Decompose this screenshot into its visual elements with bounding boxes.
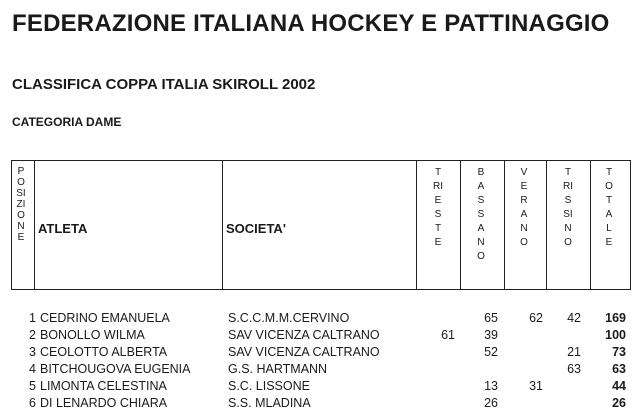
row-trissino: 63 xyxy=(567,362,581,376)
header-border xyxy=(11,160,631,290)
header-atleta: ATLETA xyxy=(38,221,88,236)
row-total: 73 xyxy=(612,345,626,359)
row-society: S.C. LISSONE xyxy=(228,379,310,393)
header-totale: TOTALE xyxy=(605,167,613,248)
header-bassano: BASSANO xyxy=(477,167,485,262)
row-society: G.S. HARTMANN xyxy=(228,362,328,376)
table-row xyxy=(0,395,640,412)
federation-heading: FEDERAZIONE ITALIANA HOCKEY E PATTINAGGIO xyxy=(12,10,610,37)
table-row xyxy=(0,361,640,378)
row-verano: 31 xyxy=(529,379,543,393)
row-total: 26 xyxy=(612,396,626,410)
row-bassano: 13 xyxy=(484,379,498,393)
row-bassano: 39 xyxy=(484,328,498,342)
table-row xyxy=(0,310,640,327)
row-verano: 62 xyxy=(529,311,543,325)
row-bassano: 65 xyxy=(484,311,498,325)
row-position: 6 xyxy=(29,396,36,410)
row-position: 3 xyxy=(29,345,36,359)
row-position: 1 xyxy=(29,311,36,325)
row-bassano: 26 xyxy=(484,396,498,410)
page-title: CLASSIFICA COPPA ITALIA SKIROLL 2002 xyxy=(12,76,316,93)
row-position: 5 xyxy=(29,379,36,393)
category-label: CATEGORIA DAME xyxy=(12,115,122,129)
row-athlete: CEOLOTTO ALBERTA xyxy=(40,345,168,359)
row-total: 63 xyxy=(612,362,626,376)
row-trissino: 42 xyxy=(567,311,581,325)
row-society: S.C.C.M.M.CERVINO xyxy=(228,311,350,325)
row-society: SAV VICENZA CALTRANO xyxy=(228,345,380,359)
row-athlete: BITCHOUGOVA EUGENIA xyxy=(40,362,191,376)
table-row xyxy=(0,344,640,361)
row-trissino: 21 xyxy=(567,345,581,359)
row-total: 169 xyxy=(605,311,626,325)
row-position: 4 xyxy=(29,362,36,376)
column-divider xyxy=(460,160,461,290)
column-divider xyxy=(504,160,505,290)
header-trieste: TRIESTE xyxy=(433,167,443,248)
row-position: 2 xyxy=(29,328,36,342)
row-athlete: DI LENARDO CHIARA xyxy=(40,396,168,410)
header-societa: SOCIETA' xyxy=(226,221,286,236)
row-bassano: 52 xyxy=(484,345,498,359)
table-row xyxy=(0,378,640,395)
row-society: SAV VICENZA CALTRANO xyxy=(228,328,380,342)
header-trissino: TRISSINO xyxy=(563,167,573,248)
header-verano: VERANO xyxy=(520,167,528,248)
header-posizione: POSIZIONE xyxy=(16,166,26,243)
column-divider xyxy=(590,160,591,290)
row-trieste: 61 xyxy=(441,328,455,342)
row-total: 44 xyxy=(612,379,626,393)
row-society: S.S. MLADINA xyxy=(228,396,311,410)
row-athlete: CEDRINO EMANUELA xyxy=(40,311,170,325)
column-divider xyxy=(546,160,547,290)
column-divider xyxy=(416,160,417,290)
row-athlete: LIMONTA CELESTINA xyxy=(40,379,167,393)
table-row xyxy=(0,327,640,344)
column-divider xyxy=(34,160,35,290)
column-divider xyxy=(222,160,223,290)
row-total: 100 xyxy=(605,328,626,342)
row-athlete: BONOLLO WILMA xyxy=(40,328,145,342)
